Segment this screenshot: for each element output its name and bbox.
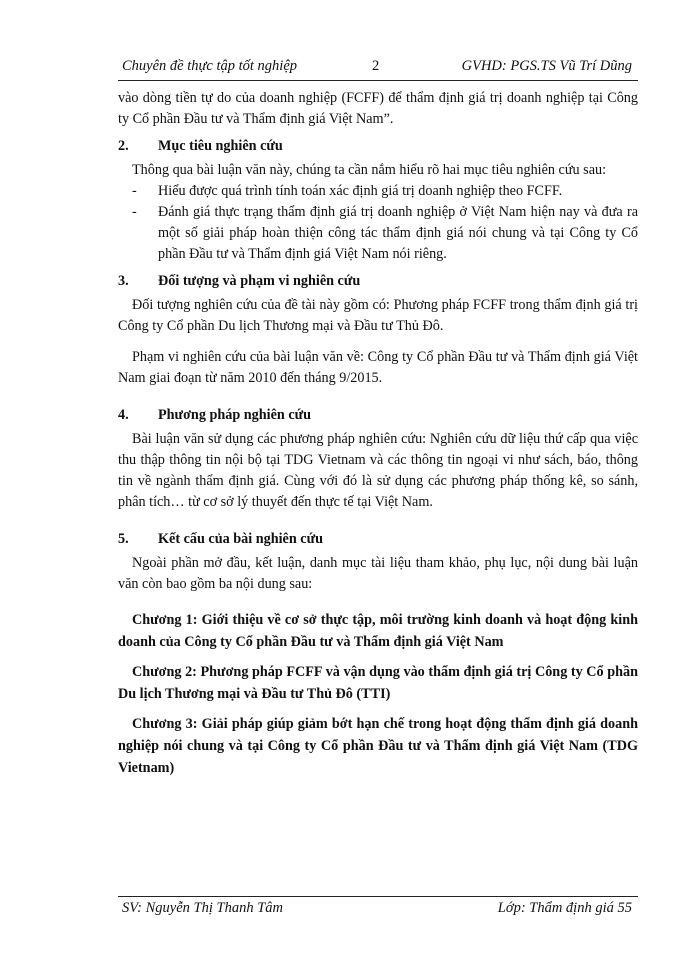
section-title: Đối tượng và phạm vi nghiên cứu — [158, 273, 361, 289]
section-title: Kết cấu của bài nghiên cứu — [158, 531, 323, 547]
section-4-para: Bài luận văn sử dụng các phương pháp nghiên cứu: Nghiên cứu dữ liệu thứ cấp qua việc thu thập thông tin nội bộ tại TDG Vietnam và các thông tin ngoại vi như sách, báo, thông tin về ngành thẩm định giá. Cùng với đó là sử dụng các phương pháp thống kê, so sánh, phân tích… từ cơ sở lý thuyết đến thực tế tại Việt Nam. — [118, 431, 638, 510]
section-3-para-2: Phạm vi nghiên cứu của bài luận văn về: Công ty Cổ phần Đầu tư và Thẩm định giá Việt Nam giai đoạn từ năm 2010 đến tháng 9/2015. — [118, 349, 638, 386]
header-advisor: GVHD: PGS.TS Vũ Trí Dũng — [461, 58, 632, 74]
chapter-3: Chương 3: Giải pháp giúp giảm bớt hạn chế trong hoạt động thẩm định giá doanh nghiệp nói chung và tại Công ty Cổ phần Đầu tư và Thẩm định giá Việt Nam (TDG Vietnam) — [118, 716, 638, 776]
chapter-1: Chương 1: Giới thiệu về cơ sở thực tập, môi trường kinh doanh và hoạt động kinh doanh của Công ty Cổ phần Đầu tư và Thẩm định giá Việt Nam — [118, 612, 638, 650]
section-number: 3. — [118, 273, 129, 289]
section-number: 2. — [118, 138, 129, 154]
intro-continuation: vào dòng tiền tự do của doanh nghiệp (FCFF) để thẩm định giá trị doanh nghiệp tại Công ty Cổ phần Đầu tư và Thẩm định giá Việt Nam”. — [118, 90, 638, 127]
footer-student: SV: Nguyễn Thị Thanh Tâm — [122, 900, 283, 916]
header-rule — [118, 80, 638, 81]
footer-rule — [118, 896, 638, 897]
section-title: Mục tiêu nghiên cứu — [158, 138, 283, 154]
section-title: Phương pháp nghiên cứu — [158, 407, 312, 423]
section-5-para: Ngoài phần mở đầu, kết luận, danh mục tài liệu tham khảo, phụ lục, nội dung bài luận văn còn bao gồm ba nội dung sau: — [118, 555, 638, 592]
section-5-heading — [118, 529, 638, 550]
page-number: 2 — [372, 58, 380, 74]
section-number: 5. — [118, 531, 129, 547]
section-3-heading — [118, 271, 638, 292]
header-title: Chuyên đề thực tập tốt nghiệp — [122, 58, 298, 74]
section-4-heading — [118, 405, 638, 426]
document-body — [118, 88, 638, 779]
page-header — [118, 58, 638, 80]
section-number: 4. — [118, 407, 129, 423]
section-2-intro: Thông qua bài luận văn này, chúng ta cần nắm hiểu rõ hai mục tiêu nghiên cứu sau: — [132, 162, 607, 178]
footer-class: Lớp: Thẩm định giá 55 — [497, 900, 632, 916]
section-3-para-1: Đối tượng nghiên cứu của đề tài này gồm có: Phương pháp FCFF trong thẩm định giá trị Công ty Cổ phần Du lịch Thương mại và Đầu tư Thủ Đô. — [118, 297, 638, 334]
chapter-2: Chương 2: Phương pháp FCFF và vận dụng vào thẩm định giá trị Công ty Cổ phần Du lịch Thương mại và Đầu tư Thủ Đô (TTI) — [118, 664, 638, 702]
list-item: - Hiểu được quá trình tính toán xác định giá trị doanh nghiệp theo FCFF. — [132, 183, 563, 199]
section-2-heading — [118, 136, 638, 157]
list-item: - Đánh giá thực trạng thẩm định giá trị doanh nghiệp ở Việt Nam hiện nay và đưa ra một số giải pháp hoàn thiện công tác thẩm định giá nói chung và tại Công ty Cổ phần Đầu tư và Thẩm định giá Việt Nam nói riêng. — [132, 204, 638, 262]
